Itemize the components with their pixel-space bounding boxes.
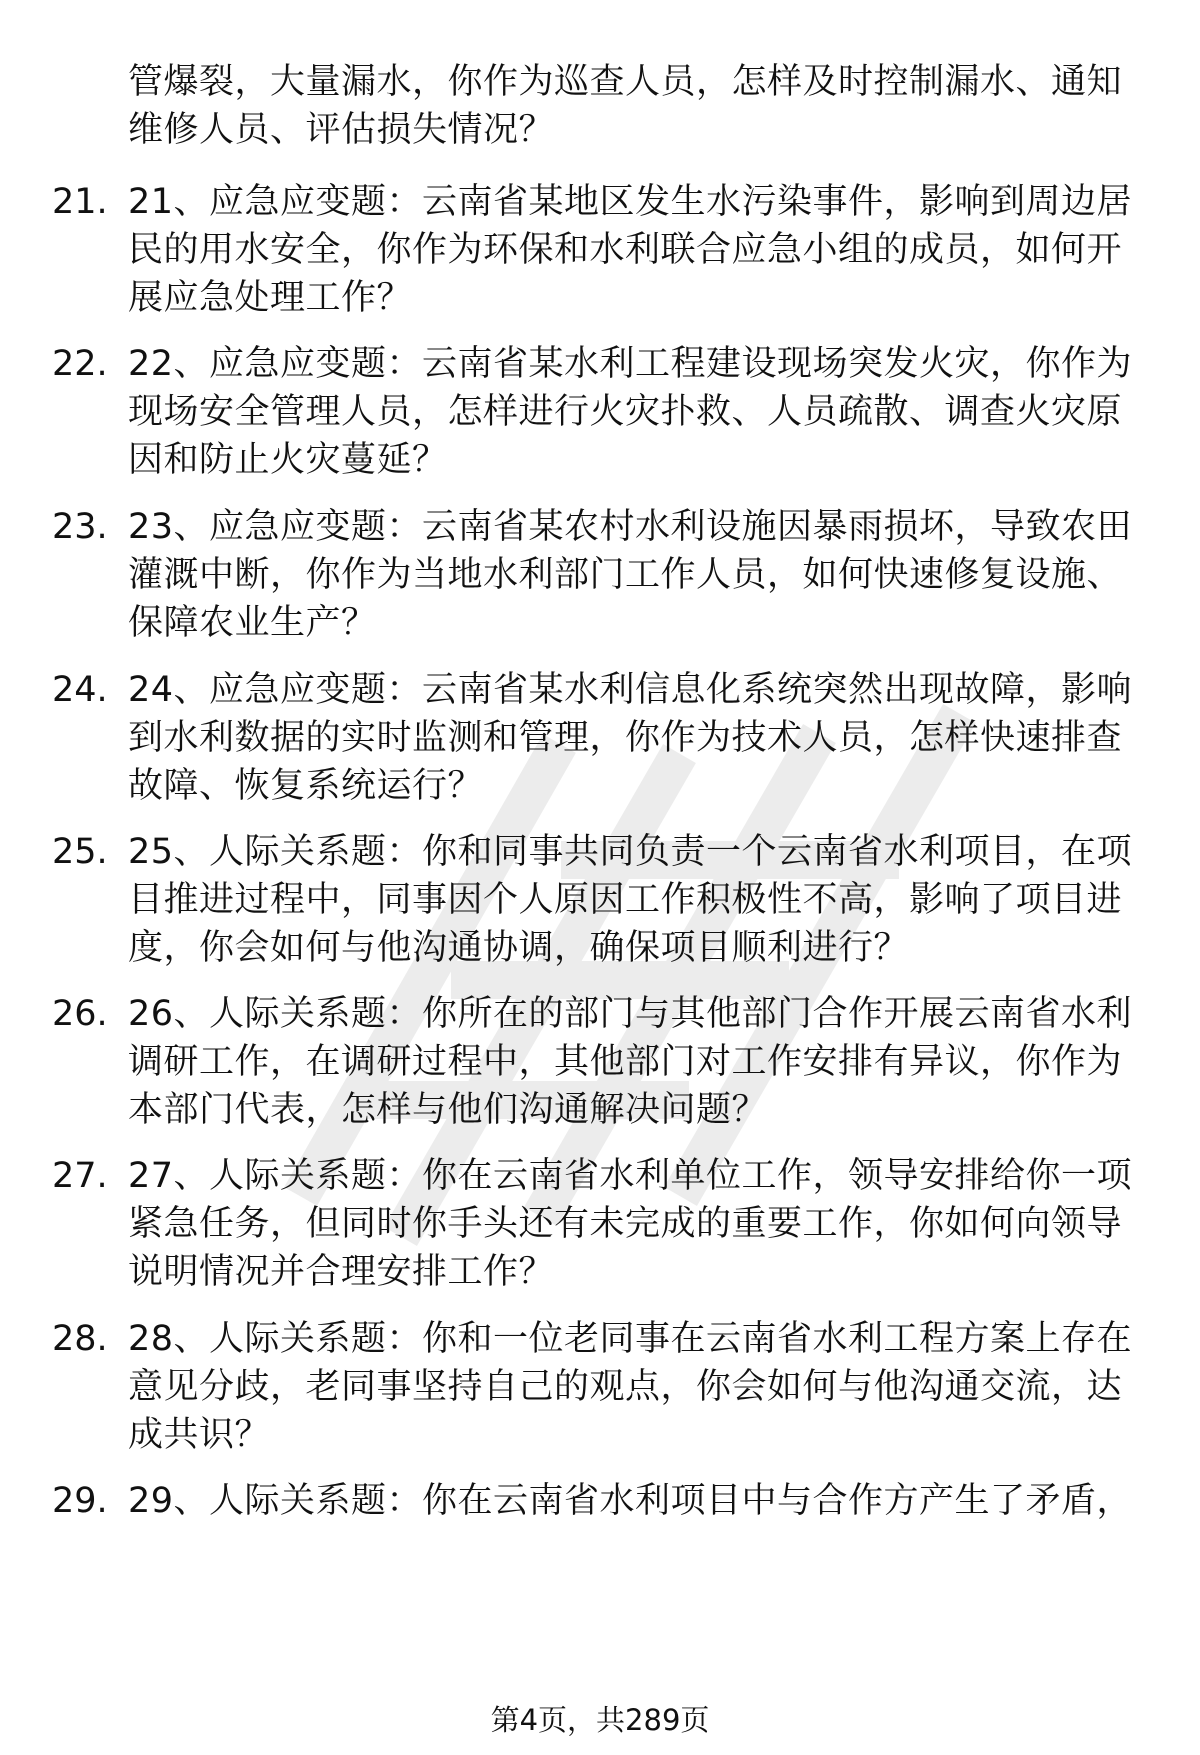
- continued-question-text: 管爆裂，大量漏水，你作为巡查人员，怎样及时控制漏水、通知维修人员、评估损失情况？: [128, 62, 1123, 150]
- page-footer: 第4页，共289页: [490, 1703, 710, 1737]
- list-number: 22.: [52, 344, 108, 384]
- question-text: 26、人际关系题：你所在的部门与其他部门合作开展云南省水利调研工作，在调研过程中，其他部门对工作安排有异议，你作为本部门代表，怎样与他们沟通解决问题？: [128, 994, 1133, 1130]
- list-number: 25.: [52, 832, 108, 872]
- question-text: 29、人际关系题：你在云南省水利项目中与合作方产生了矛盾，: [128, 1481, 1133, 1521]
- list-number: 29.: [52, 1481, 108, 1521]
- list-number: 28.: [52, 1319, 108, 1359]
- list-number: 24.: [52, 670, 108, 710]
- list-number: 27.: [52, 1156, 108, 1196]
- question-text: 23、应急应变题：云南省某农村水利设施因暴雨损坏，导致农田灌溉中断，你作为当地水利部门工作人员，如何快速修复设施、保障农业生产？: [128, 507, 1133, 643]
- question-text: 22、应急应变题：云南省某水利工程建设现场突发火灾，你作为现场安全管理人员，怎样进行火灾扑救、人员疏散、调查火灾原因和防止火灾蔓延？: [128, 344, 1133, 480]
- question-text: 21、应急应变题：云南省某地区发生水污染事件，影响到周边居民的用水安全，你作为环保和水利联合应急小组的成员，如何开展应急处理工作？: [128, 182, 1133, 318]
- list-number: 26.: [52, 994, 108, 1034]
- question-text: 28、人际关系题：你和一位老同事在云南省水利工程方案上存在意见分歧，老同事坚持自己的观点，你会如何与他沟通交流，达成共识？: [128, 1319, 1133, 1455]
- list-number: 23.: [52, 507, 108, 547]
- question-text: 27、人际关系题：你在云南省水利单位工作，领导安排给你一项紧急任务，但同时你手头还有未完成的重要工作，你如何向领导说明情况并合理安排工作？: [128, 1156, 1133, 1292]
- question-text: 25、人际关系题：你和同事共同负责一个云南省水利项目，在项目推进过程中，同事因个人原因工作积极性不高，影响了项目进度，你会如何与他沟通协调，确保项目顺利进行？: [128, 832, 1133, 968]
- question-text: 24、应急应变题：云南省某水利信息化系统突然出现故障，影响到水利数据的实时监测和管理，你作为技术人员，怎样快速排查故障、恢复系统运行？: [128, 670, 1133, 806]
- list-number: 21.: [52, 182, 108, 222]
